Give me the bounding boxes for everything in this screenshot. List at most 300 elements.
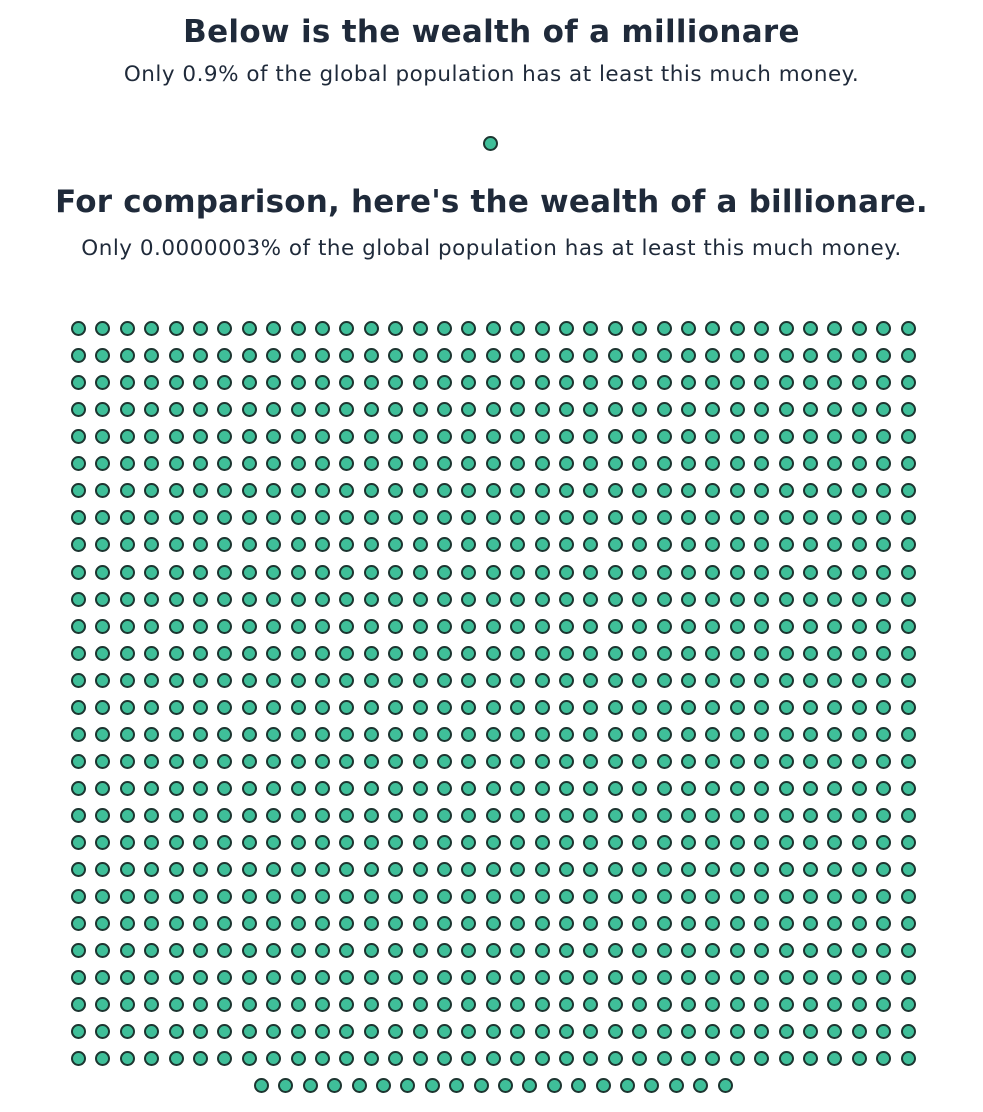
billionaire-wealth-dot (852, 375, 867, 390)
billionaire-wealth-dot (217, 510, 232, 525)
billionaire-wealth-dot (193, 348, 208, 363)
billionaire-wealth-dot (242, 321, 257, 336)
billionaire-wealth-dot (779, 348, 794, 363)
billionaire-wealth-dot (535, 375, 550, 390)
billionaire-wealth-dot (388, 862, 403, 877)
billionaire-wealth-dot (657, 1051, 672, 1066)
billionaire-wealth-dot (388, 835, 403, 850)
billionaire-wealth-dot (339, 510, 354, 525)
billionaire-wealth-dot (120, 537, 135, 552)
billionaire-wealth-dot (779, 889, 794, 904)
billionaire-wealth-dot (583, 781, 598, 796)
billionaire-wealth-dot (486, 483, 501, 498)
billionaire-wealth-dot (388, 646, 403, 661)
billionaire-wealth-dot (901, 970, 916, 985)
billionaire-wealth-dot (388, 997, 403, 1012)
billionaire-wealth-dot (144, 700, 159, 715)
billionaire-wealth-dot (852, 754, 867, 769)
billionaire-wealth-dot (632, 321, 647, 336)
billionaire-wealth-dot (291, 456, 306, 471)
billionaire-wealth-dot (71, 646, 86, 661)
billionaire-wealth-dot (242, 970, 257, 985)
billionaire-wealth-dot (71, 700, 86, 715)
billionaire-wealth-dot (95, 537, 110, 552)
billionaire-wealth-dot (95, 348, 110, 363)
billionaire-wealth-dot (461, 619, 476, 634)
billionaire-wealth-dot (413, 862, 428, 877)
billionaire-wealth-dot (730, 429, 745, 444)
billionaire-wealth-dot (364, 537, 379, 552)
billionaire-wealth-dot (803, 1024, 818, 1039)
billionaire-wealth-dot (901, 862, 916, 877)
billionaire-wealth-dot (193, 673, 208, 688)
billionaire-wealth-dot (535, 889, 550, 904)
billionaire-wealth-dot (144, 673, 159, 688)
billionaire-wealth-dot (242, 402, 257, 417)
billionaire-wealth-dot (657, 456, 672, 471)
billionaire-wealth-dot (803, 619, 818, 634)
billionaire-wealth-dot (461, 889, 476, 904)
billionaire-wealth-dot (876, 970, 891, 985)
billionaire-wealth-dot (461, 646, 476, 661)
billionaire-wealth-dot (437, 916, 452, 931)
billionaire-wealth-dot (559, 862, 574, 877)
billionaire-wealth-dot (291, 402, 306, 417)
billionaire-wealth-dot (754, 916, 769, 931)
billionaire-wealth-dot (779, 727, 794, 742)
billionaire-wealth-dot (242, 727, 257, 742)
billionaire-wealth-dot (266, 916, 281, 931)
billionaire-wealth-dot (71, 943, 86, 958)
billionaire-wealth-dot (193, 997, 208, 1012)
billionaire-wealth-dot (144, 808, 159, 823)
billionaire-wealth-dot (437, 808, 452, 823)
billionaire-wealth-dot (315, 483, 330, 498)
billionaire-wealth-dot (486, 565, 501, 580)
billionaire-wealth-dot (827, 646, 842, 661)
billionaire-wealth-dot (339, 565, 354, 580)
billionaire-wealth-dot (901, 510, 916, 525)
billionaire-wealth-dot (291, 781, 306, 796)
billionaire-wealth-dot (242, 1024, 257, 1039)
billionaire-wealth-dot (437, 835, 452, 850)
billionaire-wealth-dot (608, 402, 623, 417)
billionaire-wealth-dot (754, 997, 769, 1012)
billionaire-wealth-dot (315, 997, 330, 1012)
billionaire-wealth-dot (779, 808, 794, 823)
billionaire-wealth-dot (364, 673, 379, 688)
billionaire-wealth-dot (705, 537, 720, 552)
billionaire-wealth-dot (461, 565, 476, 580)
billionaire-wealth-dot (559, 537, 574, 552)
billionaire-wealth-dot (608, 456, 623, 471)
billionaire-wealth-dot (315, 916, 330, 931)
billionaire-wealth-dot (779, 565, 794, 580)
billionaire-wealth-dot (608, 483, 623, 498)
billionaire-wealth-dot (413, 889, 428, 904)
billionaire-wealth-dot (498, 1078, 513, 1093)
billionaire-wealth-dot (510, 510, 525, 525)
billionaire-wealth-dot (510, 537, 525, 552)
billionaire-wealth-dot (364, 835, 379, 850)
billionaire-wealth-dot (510, 592, 525, 607)
billionaire-wealth-dot (71, 970, 86, 985)
billionaire-wealth-dot (266, 537, 281, 552)
billionaire-wealth-dot (339, 402, 354, 417)
billionaire-wealth-dot (364, 375, 379, 390)
billionaire-wealth-dot (535, 402, 550, 417)
billionaire-wealth-dot (217, 456, 232, 471)
millionaire-wealth-dot (483, 136, 498, 151)
billionaire-wealth-dot (388, 781, 403, 796)
billionaire-wealth-dot (388, 754, 403, 769)
billionaire-wealth-dot (144, 835, 159, 850)
billionaire-wealth-dot (242, 673, 257, 688)
billionaire-wealth-dot (437, 862, 452, 877)
billionaire-wealth-dot (852, 565, 867, 580)
billionaire-wealth-dot (681, 592, 696, 607)
billionaire-wealth-dot (437, 1024, 452, 1039)
billionaire-wealth-dot (413, 673, 428, 688)
billionaire-wealth-dot (632, 456, 647, 471)
billionaire-wealth-dot (632, 781, 647, 796)
billionaire-wealth-dot (547, 1078, 562, 1093)
billionaire-wealth-dot (364, 997, 379, 1012)
billionaire-wealth-dot (535, 997, 550, 1012)
billionaire-wealth-dot (754, 781, 769, 796)
billionaire-wealth-dot (413, 835, 428, 850)
billionaire-wealth-dot (242, 835, 257, 850)
billionaire-wealth-dot (510, 997, 525, 1012)
billionaire-wealth-dot (559, 321, 574, 336)
billionaire-wealth-dot (901, 700, 916, 715)
billionaire-wealth-dot (413, 321, 428, 336)
billionaire-wealth-dot (242, 997, 257, 1012)
billionaire-wealth-dot (486, 1024, 501, 1039)
billionaire-wealth-dot (779, 429, 794, 444)
billionaire-wealth-dot (217, 619, 232, 634)
billionaire-wealth-dot (827, 1051, 842, 1066)
billionaire-wealth-dot (657, 997, 672, 1012)
billionaire-wealth-dot (852, 997, 867, 1012)
billionaire-wealth-dot (291, 754, 306, 769)
billionaire-wealth-dot (608, 429, 623, 444)
billionaire-wealth-dot (596, 1078, 611, 1093)
billionaire-wealth-dot (803, 727, 818, 742)
billionaire-wealth-dot (852, 592, 867, 607)
billionaire-wealth-dot (803, 781, 818, 796)
billionaire-wealth-dot (681, 456, 696, 471)
billionaire-wealth-dot (437, 1051, 452, 1066)
billionaire-wealth-dot (510, 754, 525, 769)
billionaire-wealth-dot (876, 673, 891, 688)
billionaire-wealth-dot (681, 565, 696, 580)
billionaire-subtitle: Only 0.0000003% of the global population has at least this much money. (81, 236, 902, 261)
billionaire-wealth-dot (620, 1078, 635, 1093)
billionaire-wealth-dot (827, 375, 842, 390)
billionaire-wealth-dot (461, 1051, 476, 1066)
billionaire-wealth-dot (535, 321, 550, 336)
billionaire-wealth-dot (95, 619, 110, 634)
billionaire-wealth-dot (291, 970, 306, 985)
billionaire-wealth-dot (486, 1051, 501, 1066)
billionaire-wealth-dot (779, 835, 794, 850)
billionaire-wealth-dot (291, 646, 306, 661)
billionaire-wealth-dot (705, 510, 720, 525)
billionaire-wealth-dot (730, 565, 745, 580)
billionaire-wealth-dot (681, 700, 696, 715)
billionaire-wealth-dot (730, 673, 745, 688)
billionaire-wealth-dot (632, 565, 647, 580)
billionaire-wealth-dot (827, 700, 842, 715)
billionaire-wealth-dot (852, 1024, 867, 1039)
billionaire-wealth-dot (144, 619, 159, 634)
billionaire-wealth-dot (535, 781, 550, 796)
billionaire-wealth-dot (705, 1051, 720, 1066)
billionaire-wealth-dot (71, 997, 86, 1012)
billionaire-wealth-dot (583, 565, 598, 580)
billionaire-wealth-dot (217, 862, 232, 877)
billionaire-wealth-dot (388, 537, 403, 552)
billionaire-wealth-dot (315, 781, 330, 796)
billionaire-wealth-dot (95, 781, 110, 796)
billionaire-wealth-dot (779, 943, 794, 958)
billionaire-wealth-dot (437, 402, 452, 417)
billionaire-wealth-dot (657, 592, 672, 607)
billionaire-wealth-dot (730, 510, 745, 525)
billionaire-wealth-dot (803, 916, 818, 931)
billionaire-wealth-dot (242, 510, 257, 525)
billionaire-wealth-dot (559, 727, 574, 742)
billionaire-wealth-dot (193, 646, 208, 661)
billionaire-wealth-dot (657, 429, 672, 444)
billionaire-wealth-dot (876, 483, 891, 498)
billionaire-wealth-dot (827, 510, 842, 525)
billionaire-wealth-dot (486, 402, 501, 417)
billionaire-wealth-dot (730, 1051, 745, 1066)
billionaire-wealth-dot (339, 348, 354, 363)
billionaire-wealth-dot (437, 537, 452, 552)
billionaire-wealth-dot (120, 1051, 135, 1066)
billionaire-wealth-dot (486, 862, 501, 877)
billionaire-wealth-dot (437, 781, 452, 796)
billionaire-wealth-dot (876, 348, 891, 363)
billionaire-wealth-dot (608, 943, 623, 958)
billionaire-wealth-dot (193, 537, 208, 552)
billionaire-wealth-dot (266, 700, 281, 715)
billionaire-wealth-dot (510, 727, 525, 742)
billionaire-wealth-dot (583, 970, 598, 985)
billionaire-wealth-dot (315, 1024, 330, 1039)
billionaire-wealth-dot (876, 456, 891, 471)
billionaire-wealth-dot (169, 348, 184, 363)
billionaire-wealth-dot (242, 537, 257, 552)
billionaire-wealth-dot (217, 835, 232, 850)
billionaire-wealth-dot (535, 835, 550, 850)
billionaire-wealth-dot (413, 727, 428, 742)
billionaire-wealth-dot (876, 565, 891, 580)
billionaire-wealth-dot (583, 673, 598, 688)
billionaire-wealth-dot (242, 889, 257, 904)
billionaire-wealth-dot (852, 402, 867, 417)
billionaire-wealth-dot (95, 483, 110, 498)
billionaire-wealth-dot (291, 429, 306, 444)
billionaire-wealth-dot (120, 565, 135, 580)
billionaire-wealth-dot (144, 565, 159, 580)
billionaire-wealth-dot (559, 592, 574, 607)
billionaire-wealth-dot (876, 510, 891, 525)
billionaire-wealth-dot (437, 483, 452, 498)
billionaire-wealth-dot (901, 1051, 916, 1066)
billionaire-wealth-dot (535, 429, 550, 444)
billionaire-wealth-dot (852, 889, 867, 904)
billionaire-wealth-dot (461, 781, 476, 796)
billionaire-wealth-dot (339, 429, 354, 444)
billionaire-wealth-dot (876, 700, 891, 715)
billionaire-wealth-dot (339, 321, 354, 336)
billionaire-wealth-dot (486, 889, 501, 904)
billionaire-wealth-dot (437, 592, 452, 607)
billionaire-wealth-dot (217, 754, 232, 769)
billionaire-wealth-dot (608, 808, 623, 823)
billionaire-wealth-dot (730, 619, 745, 634)
billionaire-wealth-dot (144, 970, 159, 985)
billionaire-wealth-dot (315, 808, 330, 823)
billionaire-wealth-dot (644, 1078, 659, 1093)
billionaire-wealth-dot (266, 808, 281, 823)
billionaire-wealth-dot (632, 808, 647, 823)
billionaire-wealth-dot (510, 781, 525, 796)
billionaire-wealth-dot (852, 1051, 867, 1066)
billionaire-wealth-dot (827, 943, 842, 958)
billionaire-wealth-dot (730, 375, 745, 390)
billionaire-wealth-dot (632, 727, 647, 742)
billionaire-wealth-dot (144, 429, 159, 444)
billionaire-wealth-dot (388, 700, 403, 715)
billionaire-wealth-dot (364, 592, 379, 607)
billionaire-wealth-dot (315, 375, 330, 390)
billionaire-wealth-dot (364, 727, 379, 742)
billionaire-wealth-dot (754, 970, 769, 985)
billionaire-wealth-dot (364, 943, 379, 958)
billionaire-wealth-dot (852, 321, 867, 336)
billionaire-wealth-dot (779, 700, 794, 715)
billionaire-wealth-dot (535, 727, 550, 742)
billionaire-wealth-dot (705, 727, 720, 742)
billionaire-wealth-dot (120, 483, 135, 498)
billionaire-wealth-dot (657, 781, 672, 796)
billionaire-wealth-dot (522, 1078, 537, 1093)
billionaire-wealth-dot (583, 456, 598, 471)
billionaire-wealth-dot (827, 565, 842, 580)
billionaire-wealth-dot (242, 1051, 257, 1066)
billionaire-wealth-dot (827, 348, 842, 363)
billionaire-wealth-dot (876, 943, 891, 958)
billionaire-wealth-dot (339, 862, 354, 877)
billionaire-wealth-dot (169, 537, 184, 552)
billionaire-wealth-dot (266, 997, 281, 1012)
billionaire-wealth-dot (217, 402, 232, 417)
billionaire-wealth-dot (632, 1051, 647, 1066)
billionaire-wealth-dot (876, 619, 891, 634)
billionaire-wealth-dot (803, 592, 818, 607)
billionaire-wealth-dot (266, 565, 281, 580)
billionaire-wealth-dot (583, 402, 598, 417)
billionaire-wealth-dot (169, 510, 184, 525)
billionaire-wealth-dot (71, 808, 86, 823)
billionaire-wealth-dot (705, 321, 720, 336)
billionaire-wealth-dot (315, 943, 330, 958)
billionaire-wealth-dot (413, 754, 428, 769)
billionaire-wealth-dot (852, 646, 867, 661)
billionaire-wealth-dot (559, 565, 574, 580)
billionaire-wealth-dot (657, 916, 672, 931)
billionaire-wealth-dot (876, 646, 891, 661)
billionaire-wealth-dot (852, 943, 867, 958)
billionaire-wealth-dot (608, 997, 623, 1012)
billionaire-wealth-dot (754, 646, 769, 661)
billionaire-wealth-dot (339, 889, 354, 904)
billionaire-wealth-dot (315, 619, 330, 634)
billionaire-wealth-dot (901, 592, 916, 607)
billionaire-wealth-dot (437, 889, 452, 904)
billionaire-wealth-dot (608, 700, 623, 715)
billionaire-wealth-dot (169, 375, 184, 390)
billionaire-wealth-dot (632, 889, 647, 904)
billionaire-wealth-dot (315, 348, 330, 363)
billionaire-wealth-dot (388, 916, 403, 931)
billionaire-wealth-dot (71, 429, 86, 444)
billionaire-wealth-dot (705, 754, 720, 769)
billionaire-wealth-dot (852, 916, 867, 931)
billionaire-wealth-dot (437, 619, 452, 634)
billionaire-wealth-dot (583, 592, 598, 607)
billionaire-wealth-dot (437, 727, 452, 742)
billionaire-wealth-dot (486, 943, 501, 958)
billionaire-wealth-dot (461, 835, 476, 850)
billionaire-wealth-dot (779, 456, 794, 471)
billionaire-wealth-dot (803, 997, 818, 1012)
billionaire-wealth-dot (583, 646, 598, 661)
billionaire-wealth-dot (95, 646, 110, 661)
billionaire-wealth-dot (632, 673, 647, 688)
billionaire-wealth-dot (169, 646, 184, 661)
billionaire-wealth-dot (510, 375, 525, 390)
billionaire-wealth-dot (266, 727, 281, 742)
billionaire-wealth-dot (535, 862, 550, 877)
billionaire-wealth-dot (559, 700, 574, 715)
billionaire-wealth-dot (193, 510, 208, 525)
billionaire-wealth-dot (754, 321, 769, 336)
billionaire-wealth-dot (681, 483, 696, 498)
billionaire-wealth-dot (169, 727, 184, 742)
billionaire-wealth-dot (437, 429, 452, 444)
billionaire-wealth-dot (266, 348, 281, 363)
billionaire-wealth-dot (193, 700, 208, 715)
billionaire-wealth-dot (217, 700, 232, 715)
billionaire-wealth-dot (120, 862, 135, 877)
billionaire-wealth-dot (339, 781, 354, 796)
billionaire-wealth-dot (71, 375, 86, 390)
billionaire-wealth-dot (95, 943, 110, 958)
billionaire-wealth-dot (242, 429, 257, 444)
billionaire-wealth-dot (266, 835, 281, 850)
billionaire-wealth-dot (657, 943, 672, 958)
billionaire-wealth-dot (559, 375, 574, 390)
billionaire-wealth-dot (681, 1024, 696, 1039)
billionaire-wealth-dot (827, 456, 842, 471)
billionaire-wealth-dot (461, 997, 476, 1012)
